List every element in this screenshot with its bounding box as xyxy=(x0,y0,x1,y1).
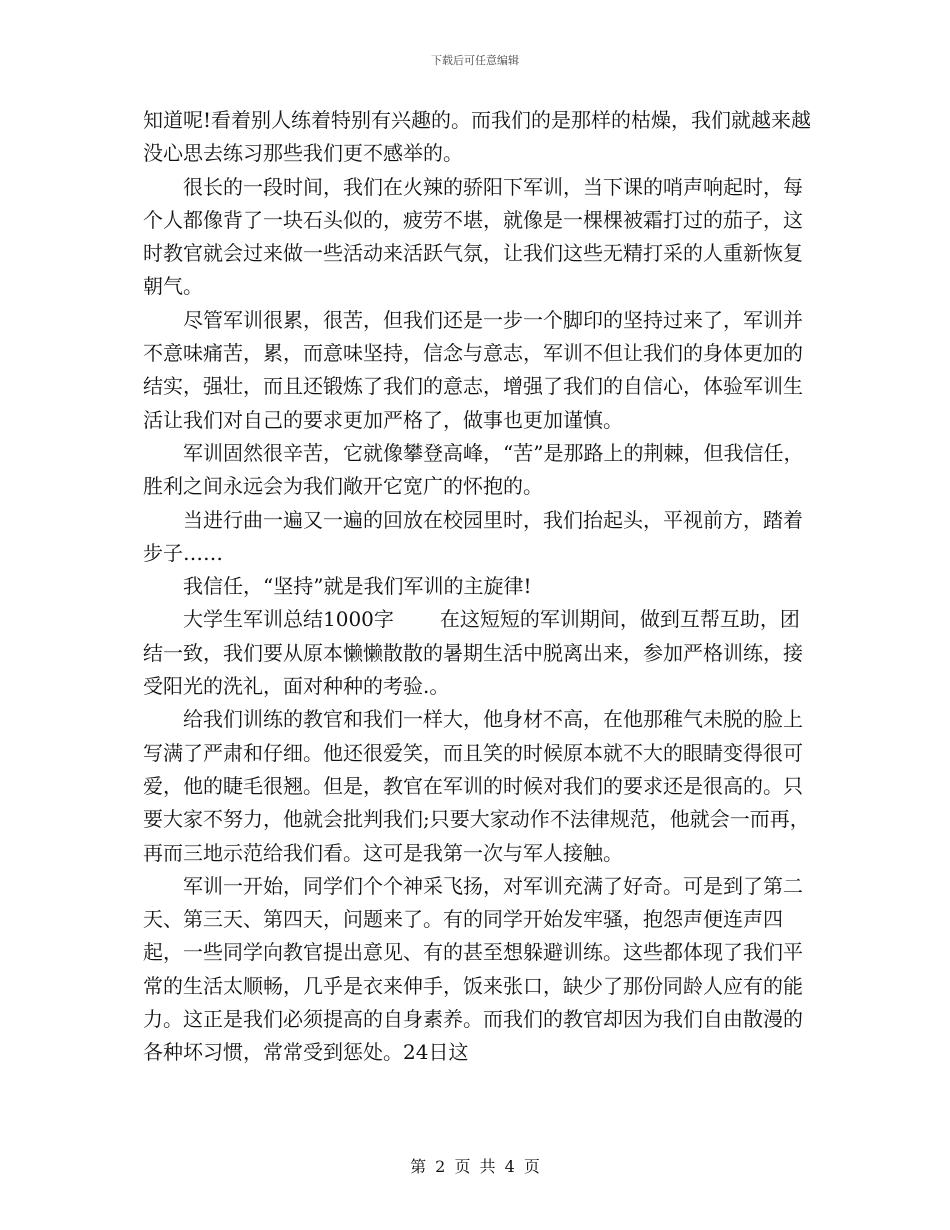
page-header: 下载后可任意编辑 xyxy=(431,54,519,67)
paragraph-4: 军训固然很辛苦，它就像攀登高峰，“苦”是那路上的荆棘，但我信任，胜利之间永远会为我们敞开它宽广的怀抱的。 xyxy=(143,440,804,499)
paragraph-3: 尽管军训很累，很苦，但我们还是一步一个脚印的坚持过来了，军训并不意味痛苦，累，而意味坚持，信念与意志，军训不但让我们的身体更加的结实，强壮，而且还锻炼了我们的意志，增强了我们的自信心，体验军训生活让我们对自己的要求更加严格了，做事也更加谨慎。 xyxy=(143,307,803,432)
section-heading: 大学生军训总结1000字 xyxy=(183,607,394,632)
paragraph-9: 军训一开始，同学们个个神采飞扬，对军训充满了好奇。可是到了第二天、第三天、第四天，问题来了。有的同学开始发牢骚，抱怨声便连声四起，一些同学向教官提出意见、有的甚至想躲避训练。这些都体现了我们平常的生活太顺畅，几乎是衣来伸手，饭来张口，缺少了那份同龄人应有的能力。这正是我们必须提高的自身素养。而我们的教官却因为我们自由散漫的各种坏习惯，常常受到惩处。24日这 xyxy=(143,873,803,1065)
document-body xyxy=(143,104,819,1070)
paragraph-1: 知道呢!看着别人练着特别有兴趣的。而我们的是那样的枯燥，我们就越来越没心思去练习那些我们更不感举的。 xyxy=(143,108,812,166)
paragraph-6: 我信任，“坚持”就是我们军训的主旋律! xyxy=(183,574,532,599)
paragraph-8: 给我们训练的教官和我们一样大，他身材不高，在他那稚气未脱的脸上写满了严肃和仔细。他还很爱笑，而且笑的时候原本就不大的眼睛变得很可爱，他的睫毛很翘。但是，教官在军训的时候对我们的要求还是很高的。只要大家不努力，他就会批判我们;只要大家动作不法律规范，他就会一而再，再而三地示范给我们看。这可是我第一次与军人接触。 xyxy=(143,707,810,865)
paragraph-7 xyxy=(143,603,819,703)
page-footer: 第 2 页 共 4 页 xyxy=(410,1157,540,1176)
paragraph-2: 很长的一段时间，我们在火辣的骄阳下军训，当下课的哨声响起时，每个人都像背了一块石头似的，疲劳不堪，就像是一棵棵被霜打过的茄子，这时教官就会过来做一些活动来活跃气氛，让我们这些无精打采的人重新恢复朝气。 xyxy=(143,174,803,299)
paragraph-5: 当进行曲一遍又一遍的回放在校园里时，我们抬起头，平视前方，踏着步子…… xyxy=(143,507,803,565)
paragraph-7-text: 在这短短的军训期间，做到互帮互助，团结一致，我们要从原本懒懒散散的暑期生活中脱离出来，参加严格训练，接受阳光的洗礼，面对种种的考验.。 xyxy=(143,607,803,699)
